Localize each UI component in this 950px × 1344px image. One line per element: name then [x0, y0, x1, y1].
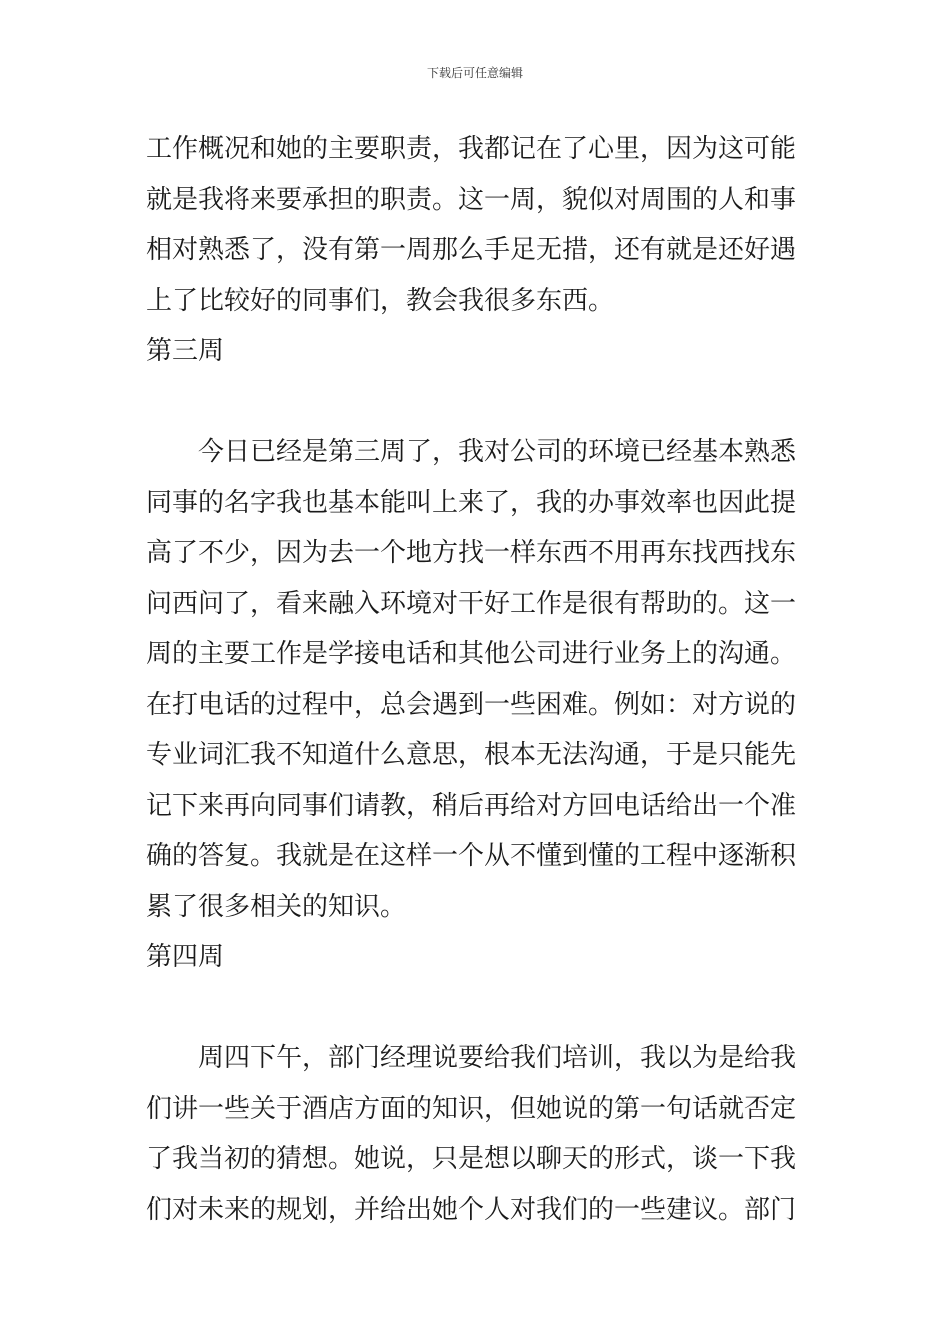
text-line: 记下来再向同事们请教，稍后再给对方回电话给出一个准 [146, 790, 797, 821]
text-line: 相对熟悉了，没有第一周那么手足无措，还有就是还好遇 [146, 235, 797, 265]
text-line: 周的主要工作是学接电话和其他公司进行业务上的沟通。 [146, 639, 797, 669]
text-line: 在打电话的过程中，总会遇到一些困难。例如：对方说的 [146, 689, 797, 720]
text-line: 专业词汇我不知道什么意思，根本无法沟通，于是只能先 [146, 740, 797, 770]
page-header: 下载后可任意编辑 [426, 66, 523, 80]
text-line: 问西问了，看来融入环境对干好工作是很有帮助的。这一 [146, 588, 797, 619]
text-line: 同事的名字我也基本能叫上来了，我的办事效率也因此提 [146, 487, 797, 518]
text-line: 累了很多相关的知识。 [146, 891, 407, 922]
text-line: 们讲一些关于酒店方面的知识，但她说的第一句话就否定 [146, 1093, 797, 1124]
text-line: 周四下午，部门经理说要给我们培训，我以为是给我 [198, 1043, 797, 1073]
paragraph [146, 427, 816, 932]
text-line: 高了不少，因为去一个地方找一样东西不用再东找西找东 [146, 538, 797, 568]
text-line: 了我当初的猜想。她说，只是想以聊天的形式，谈一下我 [146, 1144, 797, 1174]
spacer [146, 377, 816, 428]
text-line: 确的答复。我就是在这样一个从不懂到懂的工程中逐渐积 [146, 841, 797, 871]
paragraph [146, 124, 816, 326]
document-body [146, 124, 816, 1235]
text-line: 今日已经是第三周了，我对公司的环境已经基本熟悉 [198, 437, 797, 467]
paragraph [146, 1033, 816, 1235]
text-line: 们对未来的规划，并给出她个人对我们的一些建议。部门 [146, 1194, 797, 1225]
text-line: 工作概况和她的主要职责，我都记在了心里，因为这可能 [146, 134, 797, 164]
section-heading-week3: 第三周 [146, 336, 225, 366]
section-heading-week4: 第四周 [146, 942, 225, 972]
spacer [146, 983, 816, 1034]
text-line: 就是我将来要承担的职责。这一周，貌似对周围的人和事 [146, 184, 797, 215]
text-line: 上了比较好的同事们，教会我很多东西。 [146, 285, 615, 316]
